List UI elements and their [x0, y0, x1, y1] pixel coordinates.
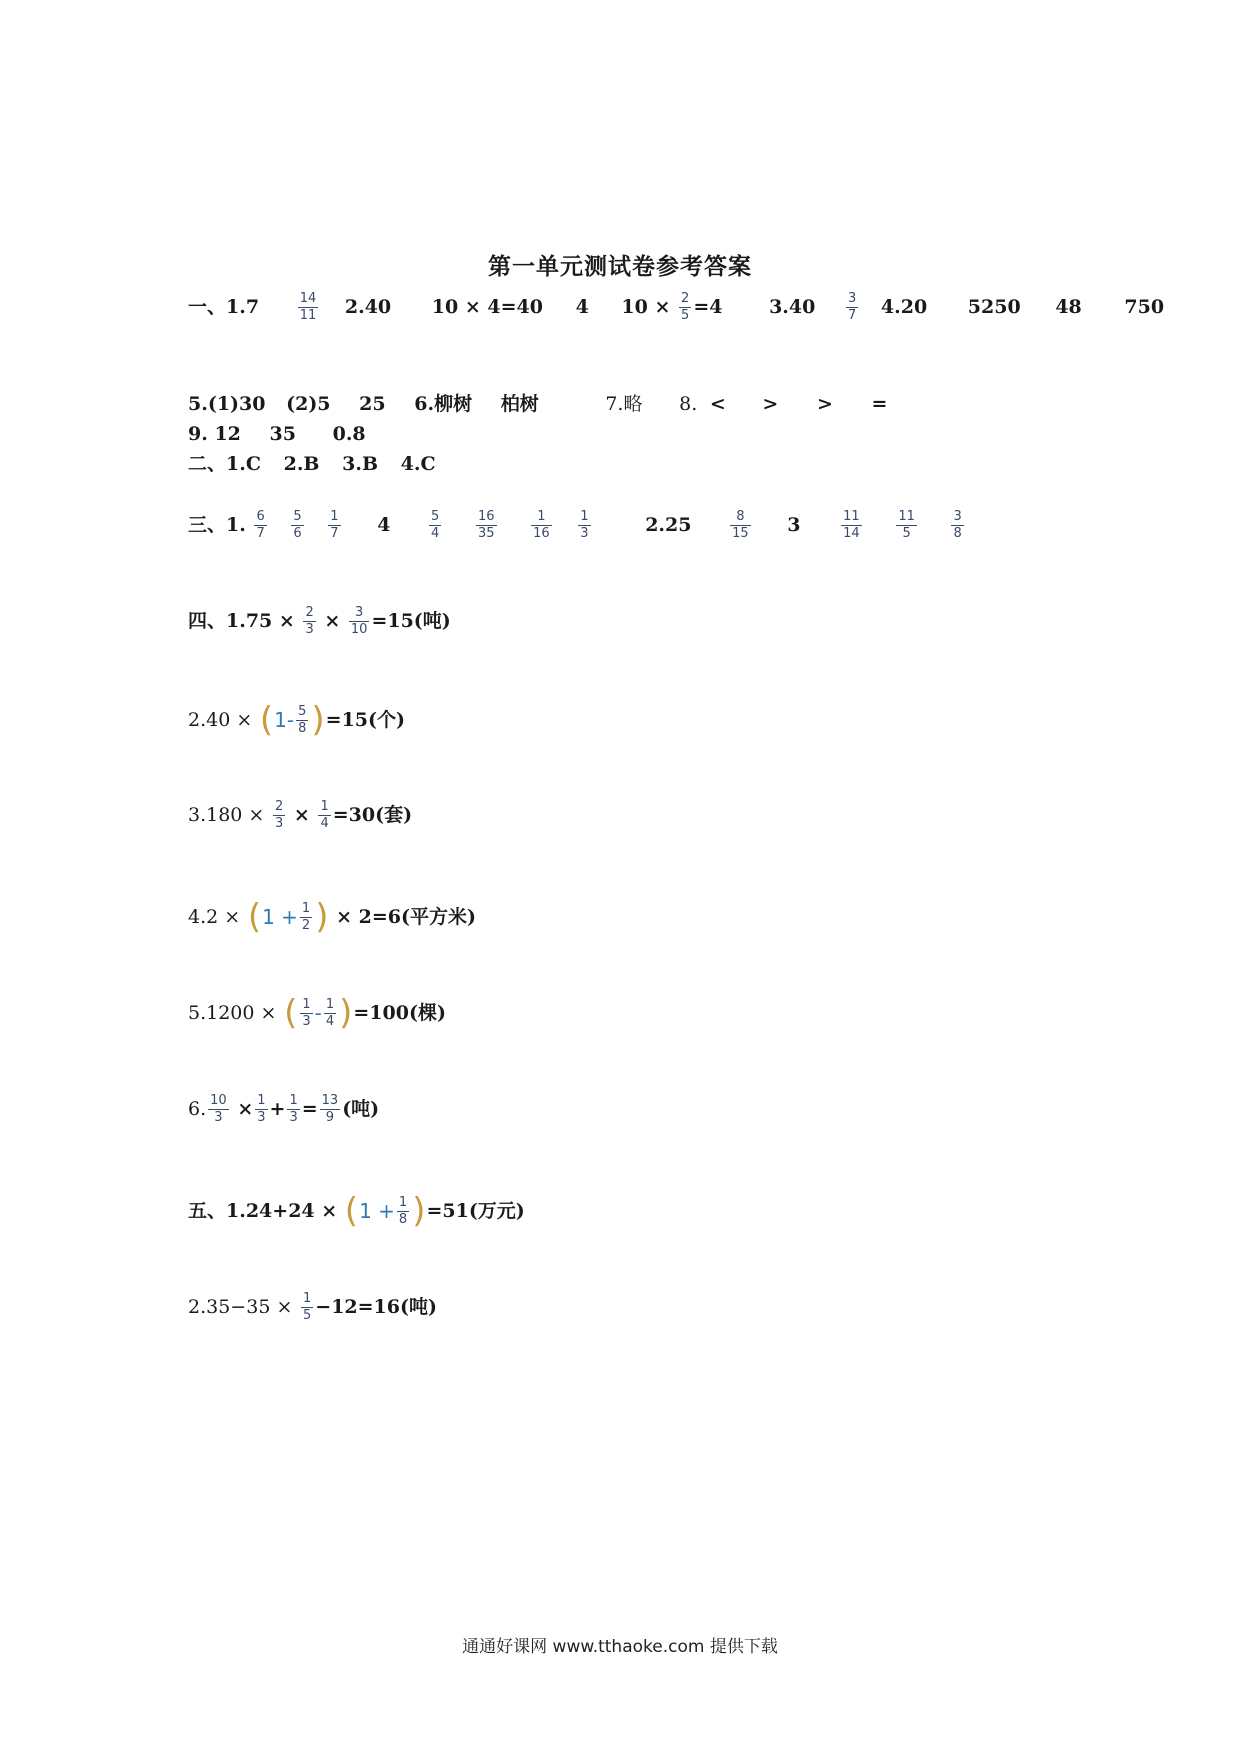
- answer-text: 4: [575, 295, 589, 318]
- fraction: $\frac{11}{14}$: [843, 509, 860, 541]
- answer-text: 一、1.7: [188, 295, 260, 318]
- answer-text: (2)5: [286, 392, 331, 415]
- answer-line-6: [188, 606, 451, 636]
- fraction: $\frac{2}{5}$: [681, 291, 690, 323]
- answer-line-8: [188, 800, 412, 830]
- answer-text: ×: [293, 803, 310, 826]
- answer-line-12: [188, 1191, 525, 1231]
- answer-text: 二、1.C: [188, 452, 261, 475]
- fraction: $\frac{1}{4}$: [325, 996, 335, 1029]
- answer-text: 4.C: [400, 452, 436, 475]
- left-paren: (: [247, 897, 262, 937]
- answer-text: 4: [377, 513, 391, 536]
- answer-text: 1 +: [359, 1199, 395, 1223]
- answer-text: +: [269, 1097, 286, 1120]
- answer-text: 8.: [679, 392, 698, 415]
- fraction: $\frac{1}{7}$: [330, 509, 339, 541]
- answer-text: >: [816, 392, 833, 415]
- answer-text: 5250: [967, 295, 1021, 318]
- answer-text: 9. 12: [188, 422, 241, 445]
- answer-text: =: [871, 392, 888, 415]
- answer-text: 1-: [274, 708, 295, 732]
- answer-line-3: [188, 424, 366, 444]
- answer-text: =100(棵): [353, 1001, 446, 1024]
- answer-text: <: [709, 392, 726, 415]
- left-paren: (: [284, 993, 298, 1033]
- right-paren: ): [412, 1191, 426, 1231]
- answer-line-1: [188, 292, 1164, 322]
- fraction: $\frac{1}{3}$: [289, 1093, 298, 1125]
- fraction: $\frac{1}{8}$: [398, 1194, 408, 1227]
- fraction: $\frac{11}{5}$: [898, 509, 915, 541]
- answer-text: 2.25: [645, 513, 692, 536]
- answer-text: =15(吨): [371, 609, 451, 632]
- answer-text: -: [314, 1001, 322, 1025]
- fraction: $\frac{1}{16}$: [533, 509, 550, 541]
- right-paren: ): [311, 700, 325, 740]
- fraction: $\frac{5}{8}$: [298, 703, 307, 736]
- answer-text: 48: [1055, 295, 1082, 318]
- fraction: $\frac{3}{10}$: [350, 605, 368, 637]
- fraction: $\frac{1}{3}$: [580, 509, 589, 541]
- answer-text: 五、1.24+24 ×: [188, 1199, 338, 1222]
- answer-text: × 2=6(平方米): [336, 905, 476, 928]
- right-paren: ): [339, 993, 353, 1033]
- answer-text: −12=16(吨): [315, 1295, 437, 1318]
- answer-line-13: [188, 1292, 437, 1322]
- fraction: $\frac{10}{3}$: [210, 1093, 227, 1125]
- answer-line-5: [188, 510, 966, 540]
- answer-text: 10 × 4=40: [431, 295, 543, 318]
- answer-text: 6.: [188, 1097, 207, 1120]
- fraction: $\frac{2}{3}$: [305, 605, 314, 637]
- answer-line-10: [188, 993, 446, 1033]
- answer-text: 2.40 ×: [188, 708, 253, 731]
- answer-line-7: [188, 700, 405, 740]
- fraction: $\frac{13}{9}$: [321, 1093, 339, 1125]
- answer-text: =4: [693, 295, 723, 318]
- answer-text: 25: [359, 392, 386, 415]
- fraction: $\frac{3}{8}$: [953, 509, 962, 541]
- left-paren: (: [259, 700, 274, 740]
- answer-text: =30(套): [332, 803, 413, 826]
- fraction: $\frac{14}{11}$: [299, 291, 317, 323]
- answer-text: 750: [1124, 295, 1165, 318]
- fraction: $\frac{1}{2}$: [301, 900, 311, 933]
- fraction: $\frac{3}{7}$: [847, 291, 857, 323]
- fraction: $\frac{6}{7}$: [256, 509, 265, 541]
- right-paren: ): [315, 897, 329, 937]
- answer-line-4: [188, 454, 436, 474]
- fraction: $\frac{5}{6}$: [293, 509, 302, 541]
- answer-text: 10 ×: [621, 295, 671, 318]
- fraction: $\frac{1}{4}$: [320, 799, 329, 831]
- answer-text: 1 +: [262, 905, 298, 929]
- answer-line-2: [188, 394, 887, 414]
- fraction: $\frac{2}{3}$: [274, 799, 284, 831]
- answer-text: >: [762, 392, 779, 415]
- answer-text: 2.35−35 ×: [188, 1295, 293, 1318]
- answer-text: =: [301, 1097, 318, 1120]
- fraction: $\frac{16}{35}$: [477, 509, 495, 541]
- answer-line-9: [188, 897, 476, 937]
- fraction: $\frac{8}{15}$: [732, 509, 749, 541]
- answer-text: 三、1.: [188, 513, 246, 536]
- answer-text: 6.柳树: [414, 392, 473, 415]
- answer-text: ×: [237, 1097, 254, 1120]
- footer-note: 通通好课网 www.tthaoke.com 提供下载: [462, 1637, 778, 1657]
- answer-text: 2.B: [283, 452, 320, 475]
- answer-text: 35: [269, 422, 296, 445]
- page-title: 第一单元测试卷参考答案: [488, 254, 752, 280]
- answer-text: 4.2 ×: [188, 905, 241, 928]
- answer-text: 5.(1)30: [188, 392, 266, 415]
- answer-text: =15(个): [325, 708, 405, 731]
- answer-text: 5.1200 ×: [188, 1001, 277, 1024]
- answer-text: 3.40: [769, 295, 816, 318]
- answer-text: 4.20: [880, 295, 928, 318]
- answer-text: 柏树: [500, 392, 539, 415]
- answer-text: 3.B: [342, 452, 379, 475]
- answer-text: =51(万元): [426, 1199, 525, 1222]
- answer-text: 7.略: [605, 392, 643, 415]
- answer-text: 0.8: [332, 422, 366, 445]
- answer-text: 2.40: [344, 295, 392, 318]
- answer-text: (吨): [342, 1097, 380, 1120]
- answer-text: 四、1.75 ×: [188, 609, 295, 632]
- answer-line-11: [188, 1094, 379, 1124]
- fraction: $\frac{1}{5}$: [303, 1291, 312, 1323]
- answer-text: 3.180 ×: [188, 803, 265, 826]
- answer-text: 3: [787, 513, 801, 536]
- fraction: $\frac{5}{4}$: [431, 509, 440, 541]
- left-paren: (: [344, 1191, 359, 1231]
- fraction: $\frac{1}{3}$: [302, 996, 311, 1029]
- answer-text: ×: [324, 609, 341, 632]
- fraction: $\frac{1}{3}$: [257, 1093, 266, 1125]
